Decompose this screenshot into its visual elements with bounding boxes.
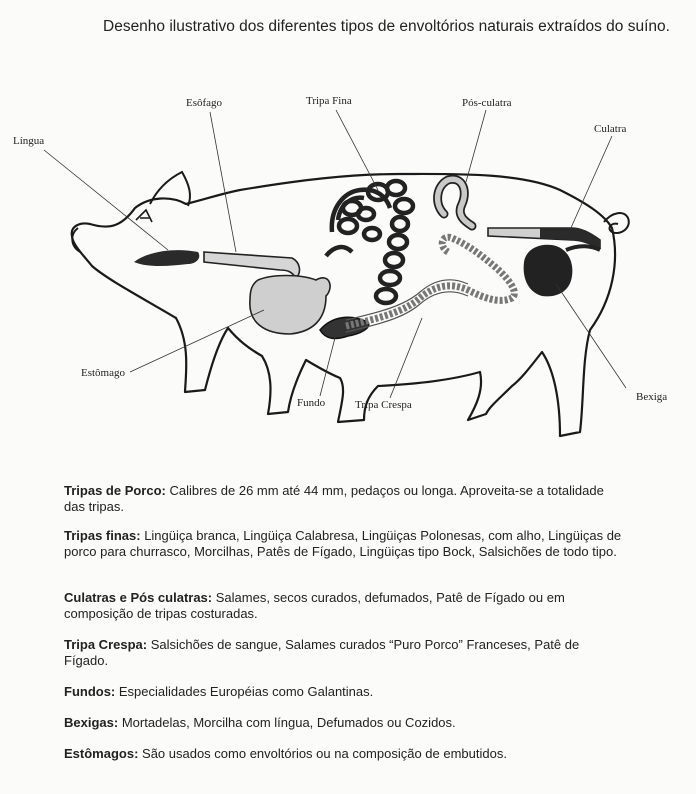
desc-bexigas xyxy=(64,715,624,731)
pig-eye xyxy=(136,210,152,222)
label-tripa-fina: Tripa Fina xyxy=(306,95,352,107)
pig-ear xyxy=(150,172,190,206)
bladder-neck xyxy=(566,246,600,250)
desc-term: Tripas finas: xyxy=(64,528,141,543)
desc-estomagos xyxy=(64,746,624,762)
label-fundo: Fundo xyxy=(297,397,326,409)
label-lingua: Língua xyxy=(13,135,45,147)
desc-text: São usados como envoltórios ou na composição de embutidos. xyxy=(138,746,507,761)
stomach-organ xyxy=(250,276,330,335)
desc-tripas-finas xyxy=(64,528,624,560)
desc-tripa-crespa xyxy=(64,637,624,669)
desc-term: Tripas de Porco: xyxy=(64,483,166,498)
desc-term: Bexigas: xyxy=(64,715,119,730)
label-pos-culatra: Pós-culatra xyxy=(462,97,512,109)
desc-term: Fundos: xyxy=(64,684,116,699)
desc-text: Especialidades Européias como Galantinas. xyxy=(115,684,374,699)
label-tripa-crespa: Tripa Crespa xyxy=(355,399,412,411)
desc-tripas-porco xyxy=(64,483,624,515)
desc-text: Lingüiça branca, Lingüiça Calabresa, Lingüiças Polonesas, com alho, Lingüiças de porco para churrasco, Morcilhas, Patês de Fígado, Lingüiças tipo Bock, Salsichões de todo tipo. xyxy=(64,528,622,559)
desc-fundos xyxy=(64,684,624,700)
desc-term: Culatras e Pós culatras: xyxy=(64,590,213,605)
tripa-crespa-organ xyxy=(346,237,514,326)
desc-text: Mortadelas, Morcilha com língua, Defumados ou Cozidos. xyxy=(118,715,456,730)
desc-text: Calibres de 26 mm até 44 mm, pedaços ou longa. Aproveita-se a totalidade das tripas. xyxy=(64,483,604,514)
desc-culatras xyxy=(64,590,624,622)
desc-text: Salames, secos curados, defumados, Patê de Fígado ou em composição de tripas costuradas. xyxy=(64,590,565,621)
fine-intestine-organ xyxy=(326,181,413,303)
label-culatra: Culatra xyxy=(594,123,627,135)
desc-text: Salsichões de sangue, Salames curados “Puro Porco” Franceses, Patê de Fígado. xyxy=(64,637,580,668)
bladder-organ xyxy=(524,245,573,297)
tongue-organ xyxy=(134,250,199,266)
label-esofago: Esôfago xyxy=(186,97,223,109)
page-title: Desenho ilustrativo dos diferentes tipos de envoltórios naturais extraídos do suíno. xyxy=(103,18,670,35)
desc-term: Estômagos: xyxy=(64,746,139,761)
desc-term: Tripa Crespa: xyxy=(64,637,148,652)
esophagus-organ xyxy=(204,252,299,278)
label-estomago: Estômago xyxy=(81,367,125,379)
label-bexiga: Bexiga xyxy=(636,391,668,403)
